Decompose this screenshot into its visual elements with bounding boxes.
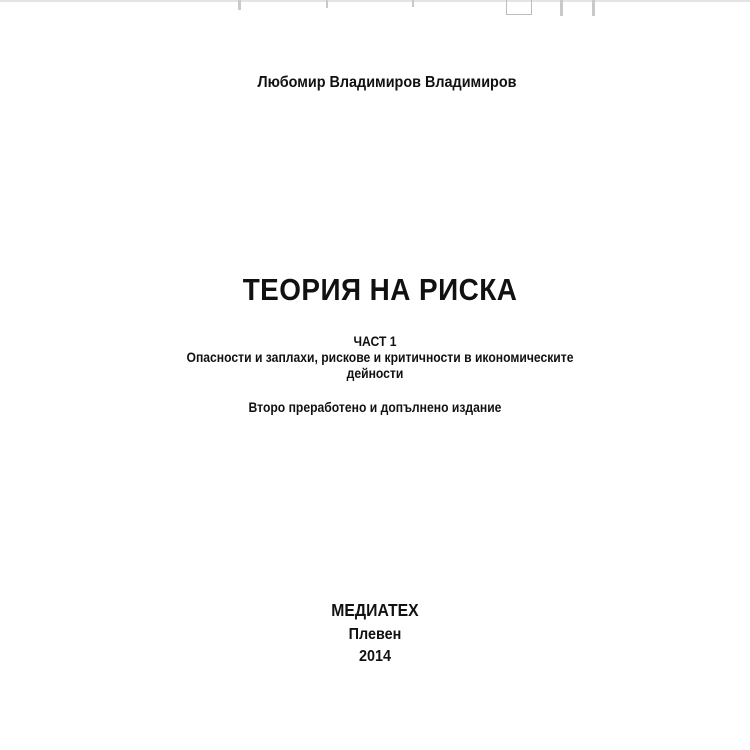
subtitle-line-1: Опасности и заплахи, рискове и критичности в икономическите <box>186 350 574 365</box>
publication-city: Плевен <box>348 626 402 643</box>
part-label: ЧАСТ 1 <box>353 334 397 349</box>
scan-artifact <box>592 0 595 16</box>
scan-artifact <box>326 0 328 8</box>
author-name: Любомир Владимиров Владимиров <box>257 74 517 91</box>
publication-year: 2014 <box>358 648 392 665</box>
scan-artifact <box>238 0 241 10</box>
subtitle-line-2: дейности <box>346 366 404 381</box>
edition-note: Второ преработено и допълнено издание <box>248 400 502 415</box>
scan-artifact <box>412 0 414 7</box>
scan-artifact <box>506 0 532 15</box>
publisher-name: МЕДИАТЕХ <box>331 600 419 620</box>
book-title: ТЕОРИЯ НА РИСКА <box>242 272 518 307</box>
scan-edge-shadow <box>0 0 750 2</box>
scan-artifact <box>560 0 563 16</box>
